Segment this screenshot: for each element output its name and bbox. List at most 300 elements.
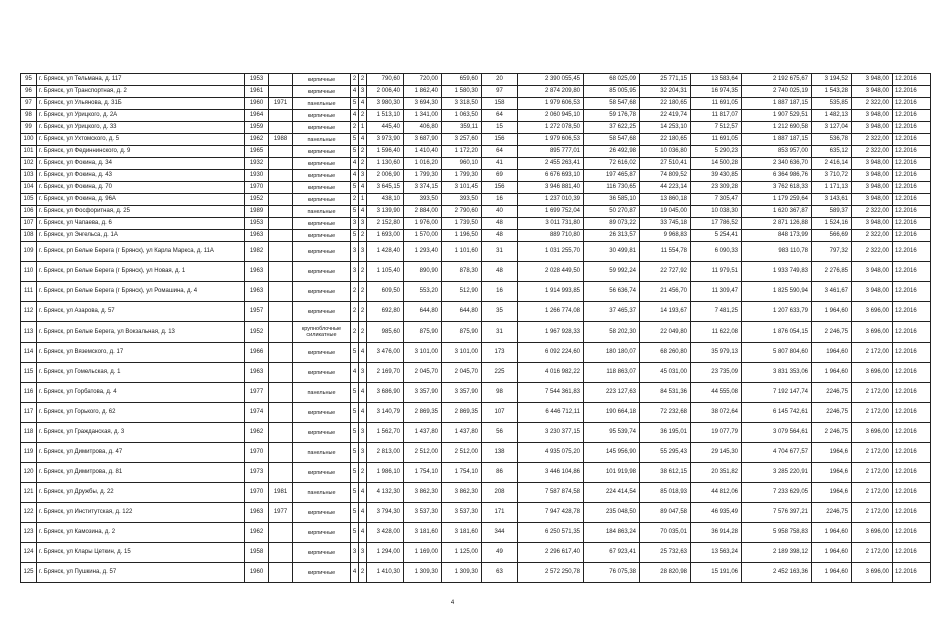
cell-year-reconstructed	[269, 523, 293, 543]
cell-floors: 5	[351, 463, 359, 483]
cell-cost-part-a: 95 539,74	[584, 423, 640, 443]
cell-row-number: 97	[21, 98, 37, 110]
cell-year-built: 1958	[245, 543, 269, 563]
cell-completion-date: 12.2016	[893, 158, 931, 170]
cell-row-number: 109	[21, 242, 37, 262]
cell-residential-area: 1 309,30	[404, 563, 442, 583]
cell-residents: 156	[482, 134, 518, 146]
cell-total-area: 3 645,15	[367, 182, 404, 194]
cell-year-reconstructed	[269, 206, 293, 218]
cell-residents: 35	[482, 302, 518, 322]
cell-residential-area: 406,80	[404, 122, 442, 134]
cell-residents: 64	[482, 146, 518, 158]
cell-cost-part-b: 89 047,58	[640, 503, 691, 523]
cell-entrances: 3	[359, 423, 367, 443]
cell-residents: 86	[482, 463, 518, 483]
cell-total-area: 985,60	[367, 322, 404, 343]
cell-total-cost: 1 914 993,85	[518, 282, 584, 302]
table-row	[21, 206, 931, 218]
cell-limit-cost: 2 322,00	[852, 230, 893, 242]
cell-entrances: 3	[359, 242, 367, 262]
cell-floors: 5	[351, 182, 359, 194]
cell-residential-area: 3 687,90	[404, 134, 442, 146]
cell-cost-part-d: 1 887 187,15	[742, 98, 812, 110]
cell-row-number: 96	[21, 86, 37, 98]
cell-entrances: 2	[359, 110, 367, 122]
cell-residents: 156	[482, 182, 518, 194]
cell-limit-cost: 3 948,00	[852, 282, 893, 302]
cell-floors: 2	[351, 322, 359, 343]
cell-address: г. Брянск, ул Фокина, д. 96А	[37, 194, 245, 206]
cell-year-built: 1974	[245, 403, 269, 423]
cell-total-cost: 6 092 224,60	[518, 343, 584, 363]
cell-year-reconstructed	[269, 170, 293, 182]
cell-limit-cost: 3 948,00	[852, 182, 893, 194]
cell-total-area: 1 596,40	[367, 146, 404, 158]
cell-residents: 48	[482, 218, 518, 230]
cell-completion-date: 12.2016	[893, 443, 931, 463]
cell-year-reconstructed: 1971	[269, 98, 293, 110]
cell-cost-part-c: 39 430,85	[691, 170, 742, 182]
cell-total-area: 2 006,40	[367, 86, 404, 98]
cell-completion-date: 12.2016	[893, 242, 931, 262]
cell-floors: 2	[351, 122, 359, 134]
cell-cost-part-b: 21 456,70	[640, 282, 691, 302]
cell-cost-part-b: 84 531,36	[640, 383, 691, 403]
cell-residential-area: 1 799,30	[404, 170, 442, 182]
table-row	[21, 483, 931, 503]
cell-row-number: 120	[21, 463, 37, 483]
cell-floors: 5	[351, 523, 359, 543]
cell-total-area: 1 693,00	[367, 230, 404, 242]
cell-limit-cost: 3 948,00	[852, 158, 893, 170]
cell-total-cost: 6 250 571,35	[518, 523, 584, 543]
cell-residential-area: 875,90	[404, 322, 442, 343]
table-row	[21, 122, 931, 134]
cell-total-cost: 1 699 752,04	[518, 206, 584, 218]
cell-total-cost: 6 676 693,10	[518, 170, 584, 182]
cell-completion-date: 12.2016	[893, 563, 931, 583]
cell-cost-part-d: 848 173,99	[742, 230, 812, 242]
cell-total-area: 3 794,30	[367, 503, 404, 523]
cell-entrances: 4	[359, 182, 367, 194]
cell-wall-material: кирпичные	[293, 463, 351, 483]
cell-residents: 41	[482, 158, 518, 170]
cell-limit-cost: 2 172,00	[852, 403, 893, 423]
cell-year-built: 1963	[245, 262, 269, 282]
cell-unit-cost: 1 543,28	[812, 86, 852, 98]
cell-cost-part-b: 27 510,41	[640, 158, 691, 170]
cell-row-number: 100	[21, 134, 37, 146]
cell-residential-area: 1 293,40	[404, 242, 442, 262]
cell-total-area: 1 130,60	[367, 158, 404, 170]
cell-cost-part-c: 6 090,33	[691, 242, 742, 262]
cell-wall-material: кирпичные	[293, 158, 351, 170]
cell-year-built: 1930	[245, 170, 269, 182]
cell-row-number: 108	[21, 230, 37, 242]
cell-residents: 173	[482, 343, 518, 363]
cell-residential-area: 3 694,30	[404, 98, 442, 110]
table-row	[21, 170, 931, 182]
cell-floors: 4	[351, 110, 359, 122]
cell-entrances: 2	[359, 282, 367, 302]
cell-apartments-area: 1 799,30	[442, 170, 482, 182]
cell-cost-part-d: 2 452 163,36	[742, 563, 812, 583]
cell-address: г. Брянск, ул Горького, д. 62	[37, 403, 245, 423]
cell-residential-area: 1 862,40	[404, 86, 442, 98]
cell-residential-area: 1 410,40	[404, 146, 442, 158]
cell-entrances: 3	[359, 443, 367, 463]
cell-total-cost: 1 979 606,53	[518, 134, 584, 146]
cell-row-number: 106	[21, 206, 37, 218]
cell-unit-cost: 2 246,75	[812, 322, 852, 343]
cell-total-area: 2 813,00	[367, 443, 404, 463]
cell-cost-part-b: 32 204,31	[640, 86, 691, 98]
cell-residents: 40	[482, 206, 518, 218]
cell-apartments-area: 960,10	[442, 158, 482, 170]
cell-unit-cost: 2246,75	[812, 503, 852, 523]
cell-apartments-area: 2 869,35	[442, 403, 482, 423]
cell-address: г. Брянск, рп Белые Берега, ул Вокзальная, д. 13	[37, 322, 245, 343]
cell-cost-part-d: 6 364 986,76	[742, 170, 812, 182]
cell-total-cost: 2 455 263,41	[518, 158, 584, 170]
cell-year-built: 1964	[245, 110, 269, 122]
cell-unit-cost: 1964,6	[812, 483, 852, 503]
cell-cost-part-a: 145 956,90	[584, 443, 640, 463]
cell-residential-area: 2 045,70	[404, 363, 442, 383]
cell-year-reconstructed	[269, 383, 293, 403]
cell-residents: 107	[482, 403, 518, 423]
cell-entrances: 2	[359, 262, 367, 282]
cell-entrances: 3	[359, 543, 367, 563]
cell-total-cost: 1 266 774,08	[518, 302, 584, 322]
cell-cost-part-b: 55 295,43	[640, 443, 691, 463]
cell-cost-part-b: 25 771,15	[640, 74, 691, 86]
cell-year-reconstructed	[269, 343, 293, 363]
cell-unit-cost: 589,37	[812, 206, 852, 218]
cell-entrances: 4	[359, 523, 367, 543]
cell-completion-date: 12.2016	[893, 146, 931, 158]
table-row	[21, 423, 931, 443]
cell-address: г. Брянск, ул Урицкого, д. 2А	[37, 110, 245, 122]
cell-cost-part-b: 85 018,93	[640, 483, 691, 503]
cell-total-cost: 3 011 731,80	[518, 218, 584, 230]
cell-unit-cost: 1964,6	[812, 443, 852, 463]
cell-address: г. Брянск, ул Гражданская, д. 3	[37, 423, 245, 443]
cell-total-area: 2 152,80	[367, 218, 404, 230]
cell-address: г. Брянск, ул Димитрова, д. 47	[37, 443, 245, 463]
cell-cost-part-c: 7 512,57	[691, 122, 742, 134]
cell-year-built: 1932	[245, 158, 269, 170]
cell-cost-part-b: 11 554,78	[640, 242, 691, 262]
cell-cost-part-d: 1 620 367,87	[742, 206, 812, 218]
cell-unit-cost: 1 171,13	[812, 182, 852, 194]
cell-cost-part-d: 1 933 749,83	[742, 262, 812, 282]
cell-entrances: 4	[359, 206, 367, 218]
cell-total-area: 609,50	[367, 282, 404, 302]
cell-residents: 31	[482, 322, 518, 343]
cell-wall-material: кирпичные	[293, 74, 351, 86]
cell-wall-material: кирпичные	[293, 363, 351, 383]
cell-cost-part-a: 50 270,87	[584, 206, 640, 218]
cell-cost-part-b: 22 049,80	[640, 322, 691, 343]
cell-cost-part-b: 72 232,68	[640, 403, 691, 423]
cell-cost-part-b: 45 031,00	[640, 363, 691, 383]
cell-wall-material: панельные	[293, 206, 351, 218]
cell-completion-date: 12.2016	[893, 523, 931, 543]
table-row	[21, 146, 931, 158]
cell-completion-date: 12.2016	[893, 282, 931, 302]
cell-completion-date: 12.2016	[893, 134, 931, 146]
cell-apartments-area: 1 063,50	[442, 110, 482, 122]
cell-residents: 64	[482, 110, 518, 122]
cell-row-number: 95	[21, 74, 37, 86]
cell-wall-material: кирпичные	[293, 543, 351, 563]
cell-cost-part-a: 36 585,10	[584, 194, 640, 206]
cell-unit-cost: 3 127,04	[812, 122, 852, 134]
cell-address: г. Брянск, ул Азарова, д. 57	[37, 302, 245, 322]
cell-address: г. Брянск, ул Пушкина, д. 57	[37, 563, 245, 583]
cell-entrances: 2	[359, 302, 367, 322]
cell-year-built: 1960	[245, 98, 269, 110]
table-row	[21, 302, 931, 322]
cell-address: г. Брянск, ул Урицкого, д. 33	[37, 122, 245, 134]
cell-floors: 4	[351, 363, 359, 383]
cell-entrances: 2	[359, 322, 367, 343]
cell-residential-area: 1 754,10	[404, 463, 442, 483]
cell-cost-part-c: 20 351,82	[691, 463, 742, 483]
cell-unit-cost: 2246,75	[812, 403, 852, 423]
cell-entrances: 2	[359, 563, 367, 583]
cell-cost-part-b: 22 727,92	[640, 262, 691, 282]
cell-year-reconstructed	[269, 218, 293, 230]
cell-completion-date: 12.2016	[893, 403, 931, 423]
cell-year-reconstructed	[269, 146, 293, 158]
cell-year-reconstructed	[269, 302, 293, 322]
table-row	[21, 523, 931, 543]
cell-unit-cost: 635,12	[812, 146, 852, 158]
table-row	[21, 343, 931, 363]
cell-residential-area: 3 537,30	[404, 503, 442, 523]
cell-total-cost: 7 947 428,78	[518, 503, 584, 523]
cell-total-cost: 895 777,01	[518, 146, 584, 158]
cell-address: г. Брянск, ул Димитрова, д. 81	[37, 463, 245, 483]
cell-cost-part-a: 180 180,07	[584, 343, 640, 363]
cell-entrances: 4	[359, 383, 367, 403]
cell-residents: 69	[482, 170, 518, 182]
cell-residential-area: 1 016,20	[404, 158, 442, 170]
cell-wall-material: кирпичные	[293, 523, 351, 543]
cell-apartments-area: 1 580,30	[442, 86, 482, 98]
cell-year-built: 1953	[245, 218, 269, 230]
cell-apartments-area: 1 125,00	[442, 543, 482, 563]
cell-total-area: 3 686,90	[367, 383, 404, 403]
cell-total-cost: 2 028 449,50	[518, 262, 584, 282]
cell-cost-part-b: 44 223,14	[640, 182, 691, 194]
cell-unit-cost: 1 964,60	[812, 543, 852, 563]
cell-year-reconstructed	[269, 322, 293, 343]
cell-entrances: 1	[359, 122, 367, 134]
cell-total-area: 438,10	[367, 194, 404, 206]
cell-cost-part-a: 116 730,65	[584, 182, 640, 194]
cell-cost-part-d: 1 825 590,94	[742, 282, 812, 302]
cell-limit-cost: 3 696,00	[852, 322, 893, 343]
cell-apartments-area: 659,60	[442, 74, 482, 86]
cell-year-reconstructed	[269, 74, 293, 86]
cell-year-reconstructed: 1988	[269, 134, 293, 146]
cell-cost-part-a: 56 636,74	[584, 282, 640, 302]
cell-year-reconstructed	[269, 282, 293, 302]
cell-row-number: 111	[21, 282, 37, 302]
cell-year-built: 1963	[245, 503, 269, 523]
cell-total-area: 3 139,90	[367, 206, 404, 218]
cell-residents: 158	[482, 98, 518, 110]
cell-unit-cost: 1964,60	[812, 343, 852, 363]
cell-wall-material: кирпичные	[293, 170, 351, 182]
cell-year-built: 1952	[245, 194, 269, 206]
cell-residents: 20	[482, 74, 518, 86]
cell-total-cost: 1 237 010,39	[518, 194, 584, 206]
cell-apartments-area: 1 196,50	[442, 230, 482, 242]
cell-cost-part-d: 2 340 636,70	[742, 158, 812, 170]
cell-entrances: 3	[359, 170, 367, 182]
cell-limit-cost: 3 948,00	[852, 170, 893, 182]
cell-address: г. Брянск, рп Белые Берега (г Брянск), ул Новая, д. 1	[37, 262, 245, 282]
cell-apartments-area: 359,11	[442, 122, 482, 134]
table-row	[21, 98, 931, 110]
cell-residents: 208	[482, 483, 518, 503]
cell-cost-part-c: 7 481,25	[691, 302, 742, 322]
cell-total-area: 1 428,40	[367, 242, 404, 262]
cell-cost-part-a: 59 992,24	[584, 262, 640, 282]
table-row	[21, 463, 931, 483]
cell-unit-cost: 1 964,60	[812, 523, 852, 543]
cell-year-reconstructed	[269, 242, 293, 262]
cell-unit-cost: 2 276,85	[812, 262, 852, 282]
table-row	[21, 503, 931, 523]
cell-cost-part-d: 4 704 677,57	[742, 443, 812, 463]
cell-unit-cost: 2 246,75	[812, 423, 852, 443]
cell-year-built: 1966	[245, 343, 269, 363]
cell-total-cost: 4 935 075,20	[518, 443, 584, 463]
cell-total-area: 3 980,30	[367, 98, 404, 110]
cell-completion-date: 12.2016	[893, 322, 931, 343]
cell-cost-part-c: 44 812,06	[691, 483, 742, 503]
cell-year-reconstructed	[269, 423, 293, 443]
cell-apartments-area: 1 309,30	[442, 563, 482, 583]
cell-floors: 2	[351, 302, 359, 322]
cell-year-built: 1961	[245, 86, 269, 98]
cell-wall-material: панельные	[293, 483, 351, 503]
cell-total-area: 1 562,70	[367, 423, 404, 443]
cell-limit-cost: 2 322,00	[852, 146, 893, 158]
table-row	[21, 218, 931, 230]
cell-floors: 3	[351, 242, 359, 262]
cell-unit-cost: 3 461,67	[812, 282, 852, 302]
cell-cost-part-b: 25 732,63	[640, 543, 691, 563]
cell-row-number: 98	[21, 110, 37, 122]
cell-cost-part-d: 853 957,00	[742, 146, 812, 158]
cell-row-number: 118	[21, 423, 37, 443]
cell-apartments-area: 1 101,60	[442, 242, 482, 262]
cell-apartments-area: 644,80	[442, 302, 482, 322]
cell-year-reconstructed	[269, 182, 293, 194]
cell-total-cost: 4 016 982,22	[518, 363, 584, 383]
cell-cost-part-c: 46 935,49	[691, 503, 742, 523]
cell-floors: 5	[351, 146, 359, 158]
cell-year-built: 1965	[245, 146, 269, 158]
cell-cost-part-d: 3 079 564,61	[742, 423, 812, 443]
cell-cost-part-a: 72 616,02	[584, 158, 640, 170]
cell-limit-cost: 2 172,00	[852, 383, 893, 403]
table-row	[21, 262, 931, 282]
table-row	[21, 230, 931, 242]
cell-entrances: 2	[359, 463, 367, 483]
cell-apartments-area: 875,90	[442, 322, 482, 343]
cell-limit-cost: 3 948,00	[852, 86, 893, 98]
cell-cost-part-d: 6 145 742,61	[742, 403, 812, 423]
cell-wall-material: кирпичные	[293, 110, 351, 122]
cell-year-reconstructed	[269, 443, 293, 463]
cell-completion-date: 12.2016	[893, 383, 931, 403]
cell-cost-part-a: 101 919,98	[584, 463, 640, 483]
cell-residents: 48	[482, 262, 518, 282]
cell-floors: 5	[351, 503, 359, 523]
cell-cost-part-d: 1 907 529,51	[742, 110, 812, 122]
cell-apartments-area: 3 862,30	[442, 483, 482, 503]
cell-row-number: 114	[21, 343, 37, 363]
cell-cost-part-c: 36 914,28	[691, 523, 742, 543]
cell-cost-part-a: 68 025,09	[584, 74, 640, 86]
cell-year-reconstructed	[269, 262, 293, 282]
table-row	[21, 403, 931, 423]
cell-year-reconstructed	[269, 563, 293, 583]
cell-floors: 4	[351, 86, 359, 98]
cell-cost-part-b: 22 419,74	[640, 110, 691, 122]
cell-residential-area: 2 512,00	[404, 443, 442, 463]
cell-wall-material: панельные	[293, 443, 351, 463]
cell-row-number: 102	[21, 158, 37, 170]
cell-cost-part-c: 11 979,51	[691, 262, 742, 282]
cell-wall-material: кирпичные	[293, 230, 351, 242]
cell-cost-part-b: 14 193,67	[640, 302, 691, 322]
cell-address: г. Брянск, ул Фединнинского, д. 9	[37, 146, 245, 158]
cell-row-number: 121	[21, 483, 37, 503]
cell-floors: 4	[351, 563, 359, 583]
cell-row-number: 117	[21, 403, 37, 423]
cell-year-built: 1970	[245, 483, 269, 503]
cell-wall-material: кирпичные	[293, 194, 351, 206]
cell-completion-date: 12.2016	[893, 302, 931, 322]
cell-total-cost: 889 710,80	[518, 230, 584, 242]
cell-cost-part-d: 1 207 633,79	[742, 302, 812, 322]
cell-wall-material: кирпичные	[293, 302, 351, 322]
cell-residential-area: 1 169,00	[404, 543, 442, 563]
cell-completion-date: 12.2016	[893, 170, 931, 182]
cell-residential-area: 1 341,00	[404, 110, 442, 122]
cell-cost-part-d: 2 871 126,88	[742, 218, 812, 230]
cell-total-area: 3 140,79	[367, 403, 404, 423]
cell-cost-part-c: 11 817,07	[691, 110, 742, 122]
cell-residential-area: 393,50	[404, 194, 442, 206]
cell-entrances: 3	[359, 218, 367, 230]
cell-entrances: 2	[359, 146, 367, 158]
cell-row-number: 104	[21, 182, 37, 194]
table-row	[21, 242, 931, 262]
cell-total-cost: 1 031 255,70	[518, 242, 584, 262]
cell-apartments-area: 1 754,10	[442, 463, 482, 483]
cell-cost-part-a: 85 005,95	[584, 86, 640, 98]
